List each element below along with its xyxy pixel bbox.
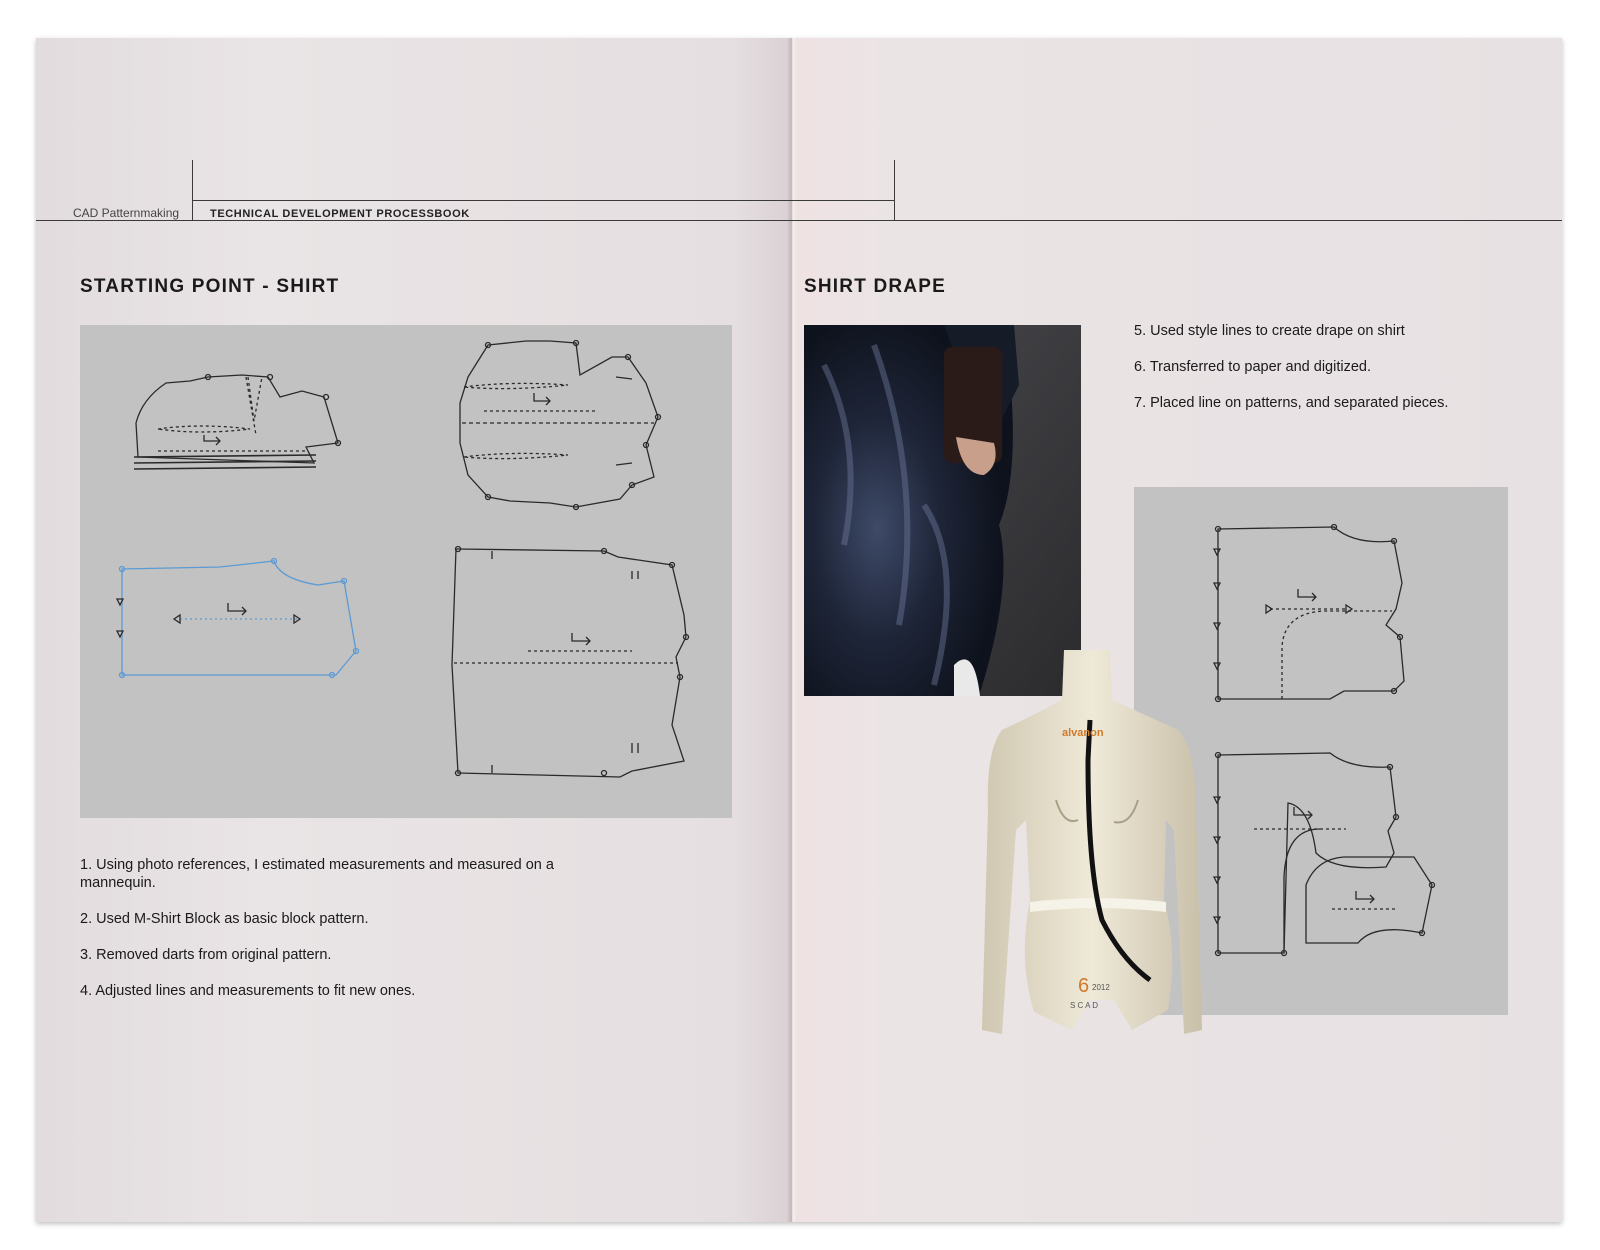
- step-6: 6. Transferred to paper and digitized.: [1134, 359, 1371, 375]
- left-steps: [80, 856, 600, 1018]
- pattern-panel-left: [80, 325, 732, 818]
- step-4: 4. Adjusted lines and measurements to fit new ones.: [80, 983, 416, 999]
- processbook-spread: [36, 38, 1562, 1222]
- dress-form-image: [952, 650, 1222, 1070]
- drape-pattern-bottom: [1214, 753, 1435, 956]
- form-school-label: S C A D: [1070, 1001, 1099, 1010]
- pattern-piece-large: [452, 547, 689, 778]
- pattern-piece-back: [134, 375, 341, 470]
- pattern-piece-front: [460, 341, 661, 510]
- header-divider-left: [192, 160, 193, 220]
- book-spine: [787, 38, 797, 1222]
- form-size-label: 6: [1078, 975, 1090, 997]
- header-rule: [36, 220, 1562, 221]
- step-1: 1. Using photo references, I estimated measurements and measured on a mannequin.: [80, 857, 554, 891]
- drape-pattern-top: [1214, 525, 1404, 702]
- header-rule-inner: [192, 200, 894, 201]
- form-brand-label: alvanon: [1062, 727, 1104, 739]
- header-divider-right: [894, 160, 895, 220]
- right-steps: [1134, 322, 1514, 430]
- left-section-title: STARTING POINT - SHIRT: [80, 276, 340, 297]
- header-book-title: TECHNICAL DEVELOPMENT PROCESSBOOK: [210, 208, 470, 220]
- right-section-title: SHIRT DRAPE: [804, 276, 946, 297]
- form-year-label: 2012: [1092, 983, 1110, 992]
- step-5: 5. Used style lines to create drape on shirt: [1134, 323, 1405, 339]
- step-7: 7. Placed line on patterns, and separated pieces.: [1134, 395, 1449, 411]
- pattern-piece-selected: [117, 559, 359, 678]
- step-3: 3. Removed darts from original pattern.: [80, 947, 332, 963]
- header-course: CAD Patternmaking: [73, 206, 180, 220]
- satin-shirt-photo: [804, 325, 1081, 696]
- step-2: 2. Used M-Shirt Block as basic block pattern.: [80, 911, 369, 927]
